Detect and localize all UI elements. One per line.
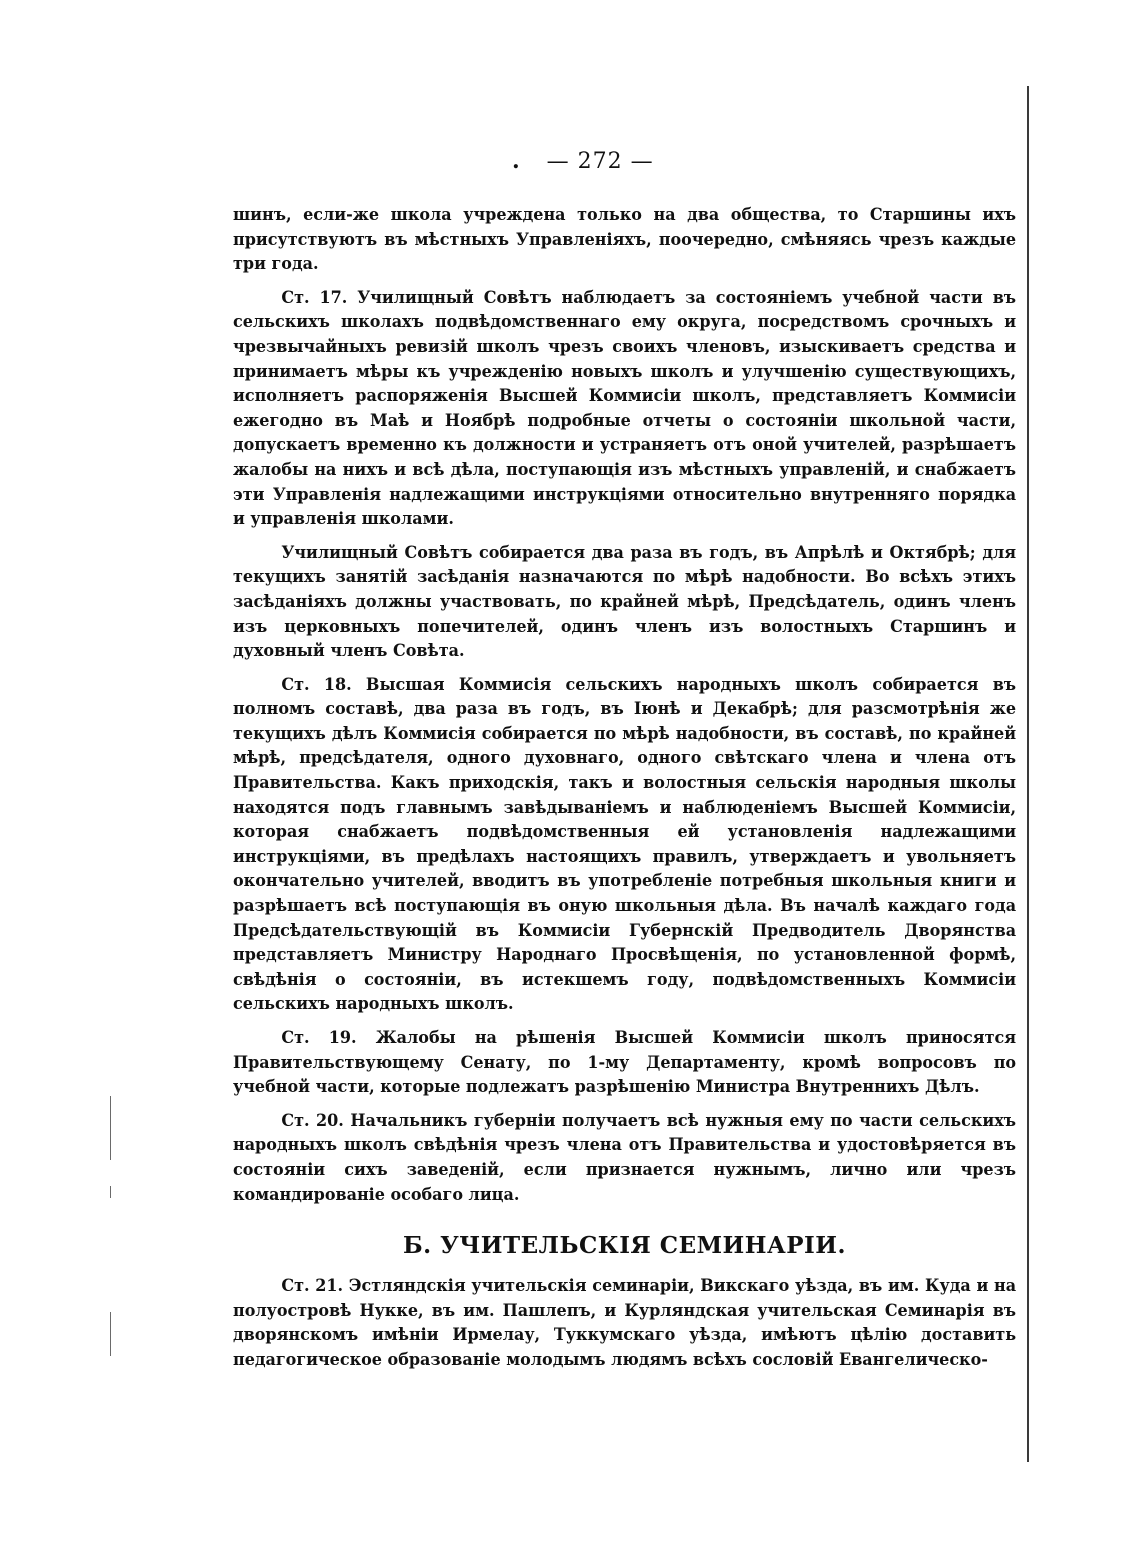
paragraph-council-meetings: Училищный Совѣтъ собирается два раза въ годъ, въ Апрѣлѣ и Октябрѣ; для текущихъ занятій засѣданія назначаются по мѣрѣ надобности. Во всѣхъ этихъ засѣданіяхъ должны участвовать, по крайней мѣрѣ, Предсѣдатель, одинъ членъ изъ церковныхъ попечителей, одинъ членъ изъ волостныхъ Старшинъ и духовный членъ Совѣта. [233, 542, 1017, 662]
scan-edge-line [1027, 86, 1029, 1462]
margin-mark [110, 1312, 111, 1356]
page-number-text: — 272 — [546, 149, 654, 174]
page-number [512, 148, 712, 174]
paragraph-article-20: Ст. 20. Начальникъ губерніи получаетъ всѣ нужныя ему по части сельскихъ народныхъ школъ свѣдѣнія чрезъ члена отъ Правительства и удостовѣряется въ состояніи сихъ заведеній, если признается нужнымъ, лично или чрезъ командированіе особаго лица. [233, 1110, 1017, 1205]
paragraph-continuation: шинъ, если-же школа учреждена только на два общества, то Старшины ихъ присутствуютъ въ мѣстныхъ Управленіяхъ, поочередно, смѣняясь чрезъ каждые три года. [233, 205, 1017, 275]
margin-mark [110, 1096, 111, 1160]
body-text-lower [233, 1274, 1017, 1381]
paragraph-article-17: Ст. 17. Училищный Совѣтъ наблюдаетъ за состояніемъ учебной части въ сельскихъ школахъ подвѣдомственнаго ему округа, посредствомъ срочныхъ и чрезвычайныхъ ревизій школъ чрезъ своихъ членовъ, изыскиваетъ средства и принимаетъ мѣры къ учрежденію новыхъ школъ и улучшенію существующихъ, исполняетъ распоряженія Высшей Коммисіи школъ, представляетъ Коммисіи ежегодно въ Маѣ и Ноябрѣ подробные отчеты о состояніи школьной части, допускаетъ временно къ должности и устраняетъ отъ оной учителей, разрѣшаетъ жалобы на нихъ и всѣ дѣла, поступающія изъ мѣстныхъ управленій, и снабжаетъ эти Управленія надлежащими инструкціями относительно внутренняго порядка и управленія школами. [233, 287, 1017, 530]
section-heading: Б. УЧИТЕЛЬСКІЯ СЕМИНАРІИ. [402, 1232, 847, 1259]
stray-dot: . [512, 148, 521, 174]
paragraph-article-19: Ст. 19. Жалобы на рѣшенія Высшей Коммисіи школъ приносятся Правительствующему Сенату, по 1-му Департаменту, кромѣ вопросовъ по учебной части, которые подлежатъ разрѣшенію Министра Внутреннихъ Дѣлъ. [233, 1028, 1017, 1098]
paragraph-article-18: Ст. 18. Высшая Коммисія сельскихъ народныхъ школъ собирается въ полномъ составѣ, два раза въ годъ, въ Іюнѣ и Декабрѣ; для разсмотрѣнія же текущихъ дѣлъ Коммисія собирается по мѣрѣ надобности, въ составѣ, по крайней мѣрѣ, предсѣдателя, одного духовнаго, одного свѣтскаго члена и члена отъ Правительства. Какъ приходскія, такъ и волостныя сельскія народныя школы находятся подъ главнымъ завѣдываніемъ и наблюденіемъ Высшей Коммисіи, которая снабжаетъ подвѣдомственныя ей установленія надлежащими инструкціями, въ предѣлахъ настоящихъ правилъ, утверждаетъ и увольняетъ окончательно учителей, вводитъ въ употребленіе потребныя школьныя книги и разрѣшаетъ всѣ поступающія въ оную школьныя дѣла. Въ началѣ каждаго года Предсѣдательствующій въ Коммисіи Губернскій Предводитель Дворянства представляетъ Министру Народнаго Просвѣщенія, по установленной формѣ, свѣдѣнія о состояніи, въ истекшемъ году, подвѣдомственныхъ Коммисіи сельскихъ народныхъ школъ. [233, 674, 1017, 1015]
paragraph-article-21: Ст. 21. Эстляндскія учительскія семинаріи, Викскаго уѣзда, въ им. Куда и на полуостровѣ Нукке, въ им. Пашлепъ, и Курляндская учительская Семинарія въ дворянскомъ имѣніи Ирмелау, Туккумскаго уѣзда, имѣютъ цѣлію доставить педагогическое образованіе молодымъ людямъ всѣхъ сословій Евангелическо- [233, 1276, 1017, 1370]
body-text-upper [233, 203, 1017, 1216]
margin-mark [110, 1186, 111, 1198]
